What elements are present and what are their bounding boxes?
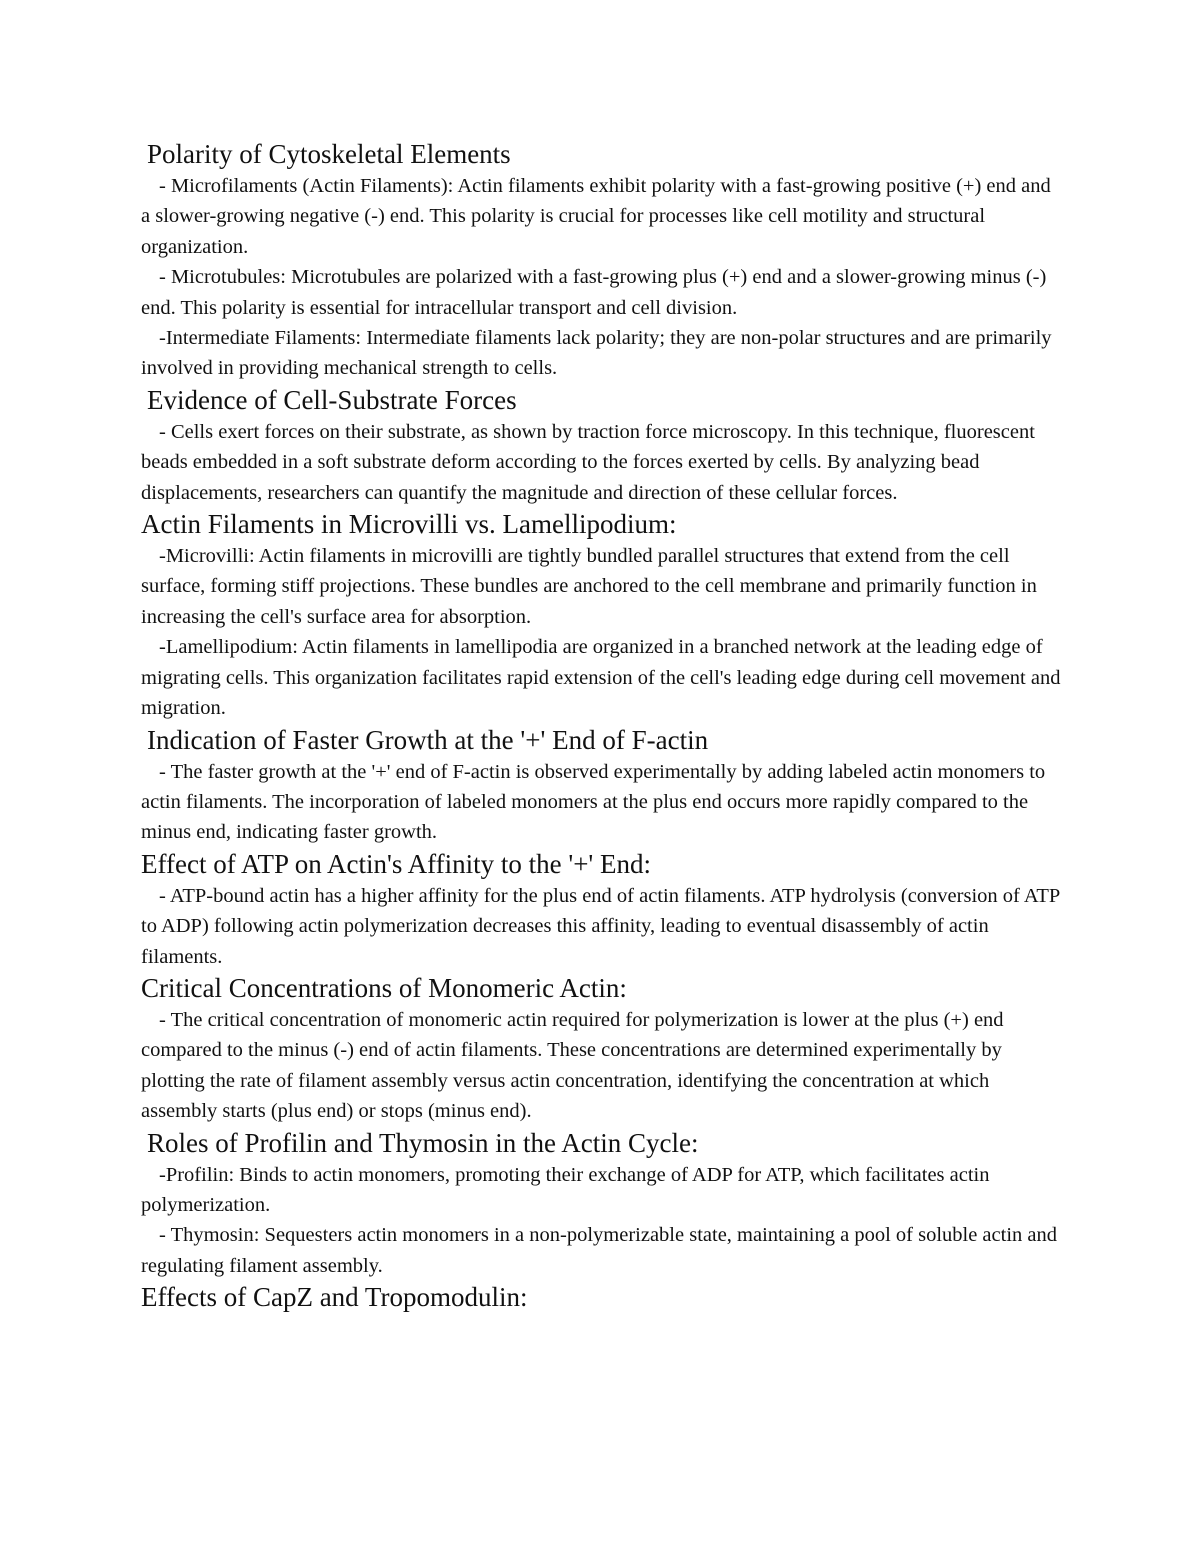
paragraph-atp-affinity: - ATP-bound actin has a higher affinity for the plus end of actin filaments. ATP hydrolysis (conversion of ATP to ADP) following actin polymerization decreases this affinity, leading to eventual disassembly of actin filaments. xyxy=(141,884,1060,968)
paragraph-microtubules: - Microtubules: Microtubules are polarized with a fast-growing plus (+) end and a slower-growing minus (-) end. This polarity is essential for intracellular transport and cell division. xyxy=(141,266,1047,319)
paragraph-critical-concentrations: - The critical concentration of monomeric actin required for polymerization is lower at the plus (+) end compared to the minus (-) end of actin filaments. These concentrations are determined experimentally by plotting the rate of filament assembly versus actin concentration, identifying the concentration at which assembly starts (plus end) or stops (minus end). xyxy=(141,1008,1004,1123)
section-heading-profilin-thymosin: Roles of Profilin and Thymosin in the Actin Cycle: xyxy=(147,1127,699,1158)
paragraph-thymosin: - Thymosin: Sequesters actin monomers in a non-polymerizable state, maintaining a pool of soluble actin and regulating filament assembly. xyxy=(141,1224,1057,1277)
paragraph-traction-force: - Cells exert forces on their substrate, as shown by traction force microscopy. In this technique, fluorescent beads embedded in a soft substrate deform according to the forces exerted by cells. By analyzing bead displacements, researchers can quantify the magnitude and direction of these cellular forces. xyxy=(141,420,1035,504)
document-body xyxy=(141,138,1061,1314)
paragraph-faster-growth: - The faster growth at the '+' end of F-actin is observed experimentally by adding labeled actin monomers to actin filaments. The incorporation of labeled monomers at the plus end occurs more rapidly compared to the minus end, indicating faster growth. xyxy=(141,760,1046,844)
paragraph-lamellipodium: -Lamellipodium: Actin filaments in lamellipodia are organized in a branched network at the leading edge of migrating cells. This organization facilitates rapid extension of the cell's leading edge during cell movement and migration. xyxy=(141,636,1061,720)
section-heading-cell-substrate-forces: Evidence of Cell-Substrate Forces xyxy=(147,384,517,415)
paragraph-profilin: -Profilin: Binds to actin monomers, promoting their exchange of ADP for ATP, which facilitates actin polymerization. xyxy=(141,1163,990,1216)
section-heading-capz-tropomodulin: Effects of CapZ and Tropomodulin: xyxy=(141,1282,528,1313)
section-heading-polarity: Polarity of Cytoskeletal Elements xyxy=(147,139,511,169)
paragraph-microvilli: -Microvilli: Actin filaments in microvilli are tightly bundled parallel structures that extend from the cell surface, forming stiff projections. These bundles are anchored to the cell membrane and primarily function in increasing the cell's surface area for absorption. xyxy=(141,545,1037,628)
paragraph-microfilaments: - Microfilaments (Actin Filaments): Actin filaments exhibit polarity with a fast-growing positive (+) end and a slower-growing negative (-) end. This polarity is crucial for processes like cell motility and structural organization. xyxy=(141,175,1051,258)
section-heading-microvilli-lamellipodium: Actin Filaments in Microvilli vs. Lamellipodium: xyxy=(141,509,677,540)
section-heading-critical-concentrations: Critical Concentrations of Monomeric Actin: xyxy=(141,972,627,1003)
section-heading-faster-growth: Indication of Faster Growth at the '+' End of F-actin xyxy=(147,724,709,755)
section-heading-atp-affinity: Effect of ATP on Actin's Affinity to the '+' End: xyxy=(141,848,652,879)
paragraph-intermediate-filaments: -Intermediate Filaments: Intermediate filaments lack polarity; they are non-polar structures and are primarily involved in providing mechanical strength to cells. xyxy=(141,327,1052,380)
